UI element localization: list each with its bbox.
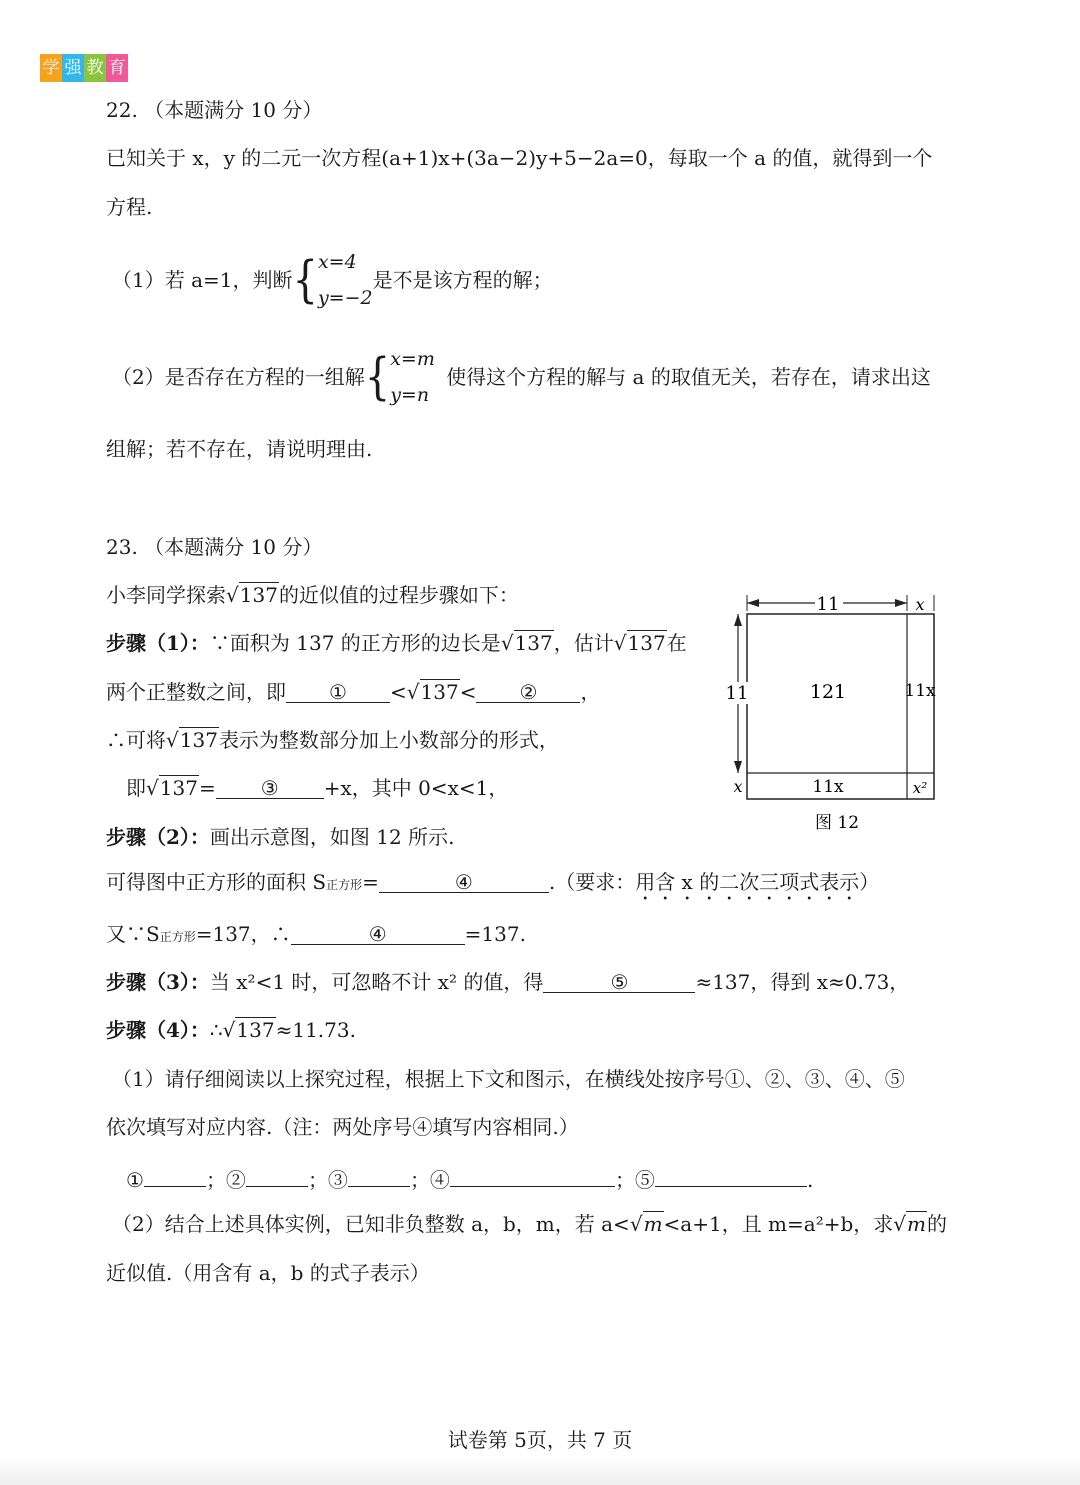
answer-blank-5[interactable] — [655, 1164, 807, 1187]
intro-suffix: 的近似值的过程步骤如下： — [278, 583, 519, 607]
q22-part1-prefix: （1）若 a=1，判断 — [112, 268, 293, 293]
step1-label: 步骤（1）： — [106, 631, 210, 655]
step3-text-b: ≈137，得到 x≈0.73， — [695, 970, 910, 994]
again-line — [106, 922, 526, 946]
sqrt-m: √m — [629, 1212, 663, 1236]
page-footer: 试卷第 5页，共 7 页 — [447, 1428, 633, 1452]
q23-intro — [106, 583, 519, 607]
blank-2[interactable]: ② — [476, 680, 580, 703]
system-y-eq: y=n — [390, 384, 430, 407]
sqrt-137: √137 — [166, 728, 218, 752]
radicand-m: m — [907, 1212, 926, 1236]
step4-label: 步骤（4）： — [106, 1018, 210, 1042]
q22-part2-suffix: 使得这个方程的解与 a 的取值无关，若存在，请求出这 — [446, 365, 931, 390]
q22-part2 — [112, 341, 931, 413]
sub2-text-a: （2）结合上述具体实例，已知非负整数 a，b，m，若 a< — [112, 1212, 630, 1236]
arrow-up-icon — [734, 614, 742, 626]
step3-text-a: 当 x²<1 时，可忽略不计 x² 的值，得 — [209, 970, 544, 994]
top-label-11: 11 — [816, 594, 840, 615]
answer-blank-2[interactable] — [246, 1164, 308, 1187]
answer-period: . — [806, 1168, 814, 1192]
step1-line3-suffix: 表示为整数部分加上小数部分的形式， — [218, 728, 559, 752]
less-than: < — [390, 680, 407, 704]
region-bottom-11x: 11x — [812, 777, 844, 797]
page-bottom-shade — [0, 1455, 1080, 1485]
logo-char-3: 教 — [84, 54, 106, 82]
sqrt-137: √137 — [613, 631, 666, 655]
q22-stem-line2: 方程. — [106, 195, 153, 219]
q23-sub2-line1 — [112, 1212, 947, 1236]
brace-icon: { — [292, 251, 318, 309]
sqrt-137: √137 — [500, 631, 553, 655]
answer-label-1: ① — [126, 1168, 144, 1192]
radicand: 137 — [159, 776, 198, 800]
sqrt-m: √m — [893, 1212, 926, 1236]
q23-sub1-line1: （1）请仔细阅读以上探究过程，根据上下文和图示，在横线处按序号①、②、③、④、⑤ — [112, 1067, 905, 1091]
brace-icon: { — [364, 348, 391, 406]
answer-blank-1[interactable] — [144, 1164, 206, 1187]
blank-5[interactable]: ⑤ — [543, 970, 695, 993]
top-label-x: x — [915, 595, 925, 614]
q23-sub1-line2: 依次填写对应内容.（注：两处序号④填写内容相同.） — [106, 1115, 579, 1139]
q22-part1-suffix: 是不是该方程的解； — [372, 268, 553, 293]
intro-prefix: 小李同学探索 — [106, 583, 226, 607]
logo-char-1: 学 — [40, 54, 62, 82]
arrow-left-icon — [747, 599, 759, 607]
figure-12 — [720, 590, 950, 840]
again-suffix: =137. — [464, 922, 526, 946]
arrow-right-icon — [895, 599, 907, 607]
step1-line2-suffix: ， — [580, 680, 601, 704]
q23-heading: 23. （本题满分 10 分） — [106, 535, 323, 559]
arrow-down-icon — [734, 761, 742, 773]
subscript-square: 正方形 — [326, 878, 363, 892]
sqrt-137: √137 — [222, 1018, 275, 1042]
q22-part1 — [112, 244, 553, 316]
sub2-text-b: <a+1，且 m=a²+b，求 — [663, 1212, 894, 1236]
radicand: 137 — [627, 631, 666, 655]
sqrt-137: √137 — [406, 680, 459, 704]
sqrt-137: √137 — [226, 583, 278, 607]
left-label-11: 11 — [725, 683, 749, 704]
area-line — [106, 870, 879, 905]
region-corner-x2: x² — [912, 779, 928, 797]
step1-text-b: ，估计 — [553, 631, 614, 655]
radicand-m: m — [643, 1212, 663, 1236]
sub2-text-c: 的 — [927, 1212, 947, 1236]
area-requirement-emphasis: 用含 x 的二次三项式表示 — [635, 870, 860, 894]
again-prefix: 又∵S — [106, 922, 160, 946]
system-x-eq: x=4 — [317, 251, 357, 273]
step2-text: 画出示意图，如图 12 所示. — [209, 825, 455, 849]
q22-part2-prefix: （2）是否存在方程的一组解 — [112, 365, 365, 390]
q22-part2-tail: 组解；若不存在，请说明理由. — [106, 437, 373, 461]
answer-label-2: ；② — [205, 1168, 246, 1192]
q22-part2-system — [390, 341, 446, 413]
step1-line4-suffix: +x，其中 0<x<1， — [323, 776, 509, 800]
step1-line2-prefix: 两个正整数之间，即 — [106, 680, 286, 704]
outer-square — [747, 614, 934, 799]
radicand: 137 — [239, 583, 278, 607]
radicand: 137 — [514, 631, 553, 655]
left-label-x: x — [733, 777, 743, 796]
answer-label-4: ；④ — [409, 1168, 450, 1192]
q22-stem-line1: 已知关于 x，y 的二元一次方程(a+1)x+(3a−2)y+5−2a=0，每取一个 a 的值，就得到一个 — [106, 146, 933, 170]
radicand: 137 — [179, 728, 218, 752]
step1-line1 — [106, 631, 687, 655]
answer-label-3: ；③ — [307, 1168, 348, 1192]
area-prefix: 可得图中正方形的面积 S — [106, 870, 327, 894]
step1-text-c: 在 — [666, 631, 687, 655]
logo-char-4: 育 — [106, 54, 128, 82]
q23-sub2-line2: 近似值.（用含有 a，b 的式子表示） — [106, 1261, 430, 1285]
step1-line4-prefix: 即 — [126, 776, 146, 800]
blank-4[interactable]: ④ — [379, 870, 549, 893]
area-requirement-close: ） — [859, 870, 880, 894]
logo-char-2: 强 — [62, 54, 84, 82]
answer-label-5: ；⑤ — [614, 1168, 655, 1192]
answer-blanks — [126, 1164, 813, 1192]
region-121: 121 — [809, 681, 847, 703]
step4-text-b: ≈11.73. — [275, 1018, 356, 1042]
step2-line — [106, 825, 454, 849]
q22-heading: 22. （本题满分 10 分） — [106, 98, 323, 122]
again-middle: =137，∴ — [195, 922, 291, 946]
figure-caption: 图 12 — [814, 813, 860, 833]
step3-label: 步骤（3）： — [106, 970, 210, 994]
blank-3[interactable]: ③ — [216, 776, 324, 799]
radicand: 137 — [236, 1018, 275, 1042]
equals: = — [362, 870, 379, 894]
step1-line3 — [106, 728, 559, 752]
logo — [40, 54, 128, 82]
step4-text-a: ∴ — [209, 1018, 223, 1042]
step3-line — [106, 970, 909, 994]
region-right-11x: 11x — [904, 681, 936, 701]
step1-line2 — [106, 680, 600, 704]
step1-line3-prefix: ∴可将 — [106, 728, 166, 752]
step2-label: 步骤（2）： — [106, 825, 210, 849]
step1-text-a: ∵面积为 137 的正方形的边长是 — [209, 631, 501, 655]
system-y-eq: y=−2 — [317, 287, 373, 310]
step1-line4 — [126, 776, 508, 800]
blank-1[interactable]: ① — [286, 680, 390, 703]
subscript-square: 正方形 — [159, 930, 196, 944]
less-than: < — [459, 680, 477, 704]
step4-line — [106, 1018, 356, 1042]
system-x-eq: x=m — [390, 348, 435, 370]
answer-blank-3[interactable] — [348, 1164, 410, 1187]
radicand: 137 — [420, 680, 459, 704]
blank-4-repeat[interactable]: ④ — [291, 922, 465, 945]
answer-blank-4[interactable] — [450, 1164, 615, 1187]
area-requirement-open: .（要求： — [548, 870, 636, 894]
equals: = — [198, 776, 216, 800]
sqrt-137: √137 — [146, 776, 198, 800]
q22-part1-system — [318, 244, 373, 316]
